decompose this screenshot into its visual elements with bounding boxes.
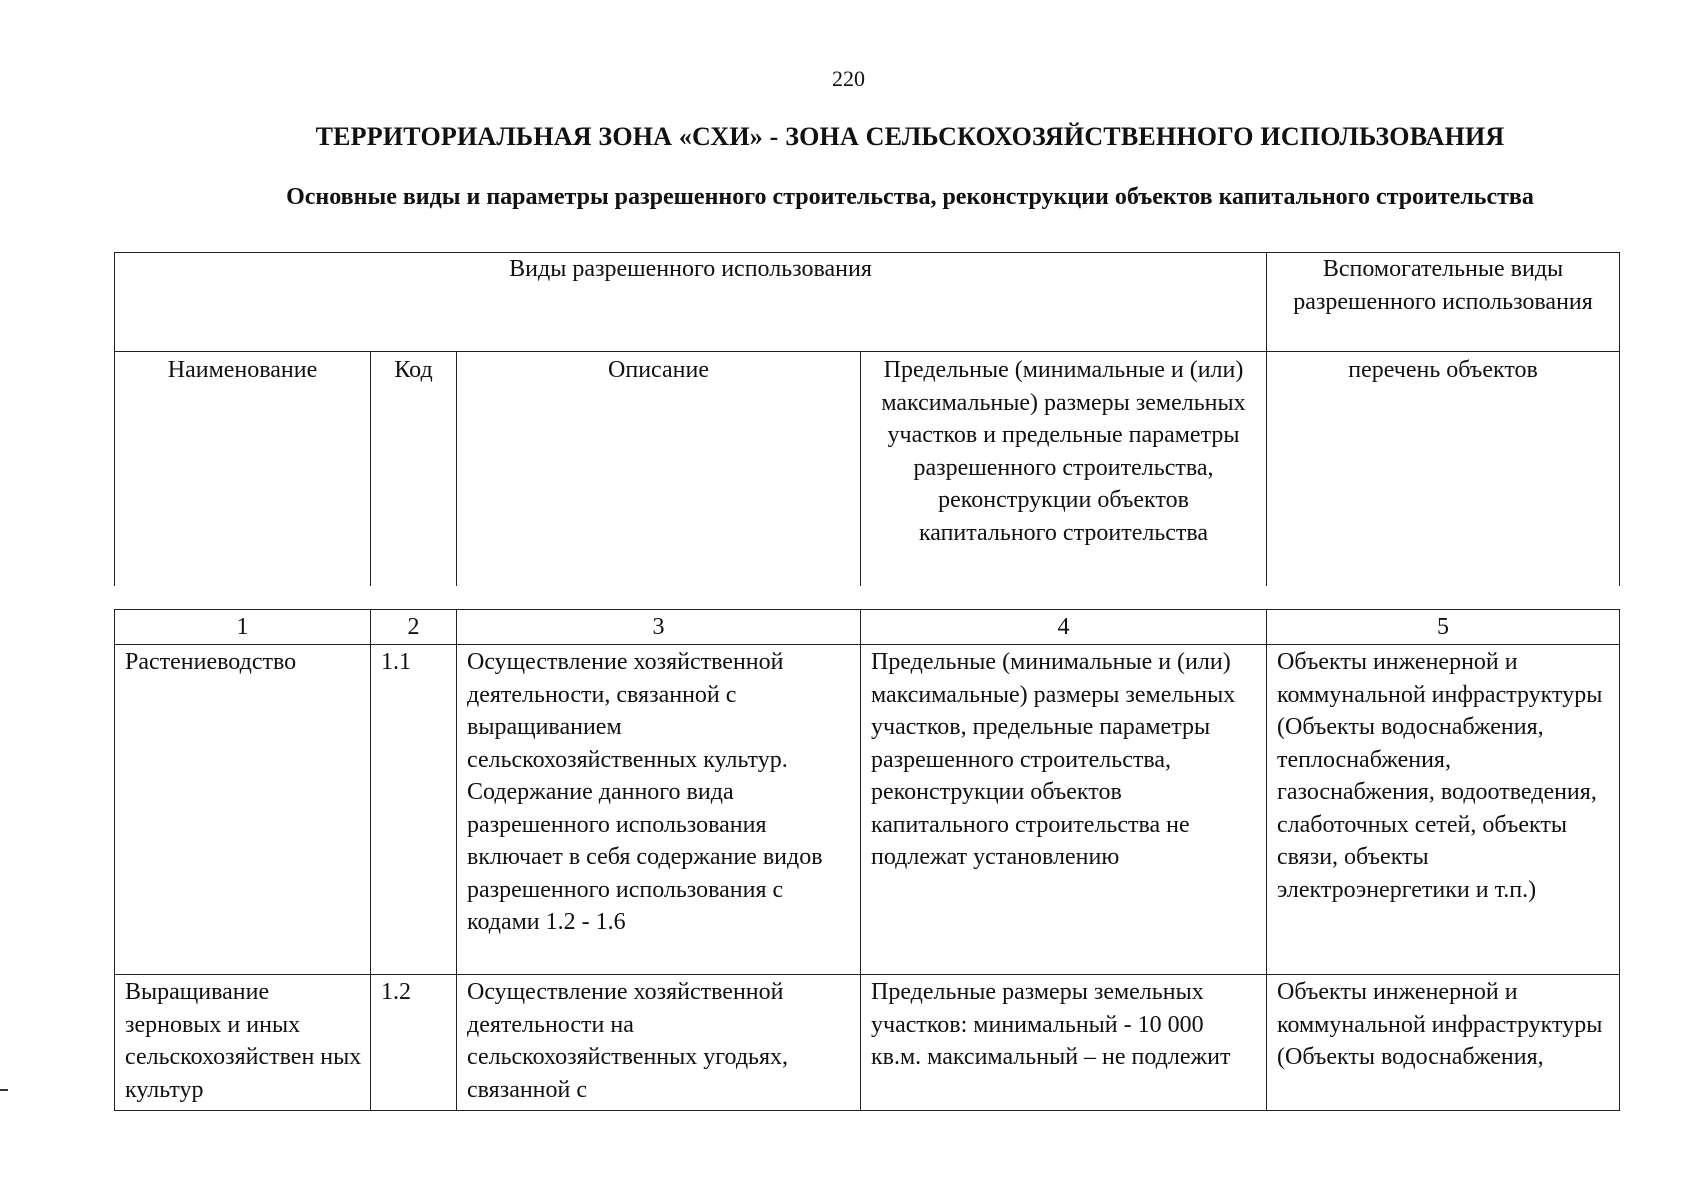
header-name-column: Наименование (115, 352, 371, 587)
margin-mark (0, 1089, 8, 1091)
header-code-column: Код (371, 352, 457, 587)
row-name: Растениеводство (115, 645, 371, 975)
header-objects-column: перечень объектов (1267, 352, 1620, 587)
header-main-group: Виды разрешенного использования (115, 253, 1267, 352)
column-number: 5 (1267, 610, 1620, 645)
table-row (115, 645, 1620, 975)
table-header (114, 252, 1620, 586)
row-auxiliary: Объекты инженерной и коммунальной инфраструктуры (Объекты водоснабжения, теплоснабжения, газоснабжения, водоотведения, слаботочных сетей, объекты связи, объекты электроэнергетики и т.п.) (1267, 645, 1620, 975)
row-description: Осуществление хозяйственной деятельности, связанной с выращиванием сельскохозяйственных культур. Содержание данного вида разрешенного использования включает в себя содержание видов разрешенного использования с кодами 1.2 - 1.6 (457, 645, 861, 975)
page-number: 220 (832, 66, 865, 91)
column-number: 1 (115, 610, 371, 645)
row-code: 1.1 (371, 645, 457, 975)
header-description-column: Описание (457, 352, 861, 587)
column-number: 2 (371, 610, 457, 645)
row-parameters: Предельные (минимальные и (или) максимальные) размеры земельных участков, предельные параметры разрешенного строительства, реконструкции объектов капитального строительства не подлежат установлению (861, 645, 1267, 975)
column-number: 4 (861, 610, 1267, 645)
header-aux-group: Вспомогательные виды разрешенного использования (1267, 253, 1620, 352)
table-row (115, 975, 1620, 1111)
column-number-row (115, 610, 1620, 645)
row-description: Осуществление хозяйственной деятельности на сельскохозяйственных угодьях, связанной с (457, 975, 861, 1111)
zone-title: ТЕРРИТОРИАЛЬНАЯ ЗОНА «СХИ» - ЗОНА СЕЛЬСКОХОЗЯЙСТВЕННОГО ИСПОЛЬЗОВАНИЯ (315, 122, 1505, 151)
section-subtitle: Основные виды и параметры разрешенного строительства, реконструкции объектов капитального строительства (286, 184, 1534, 210)
header-parameters-column: Предельные (минимальные и (или) максимальные) размеры земельных участков и предельные параметры разрешенного строительства, реконструкции объектов капитального строительства (861, 352, 1267, 587)
row-code: 1.2 (371, 975, 457, 1111)
row-parameters: Предельные размеры земельных участков: минимальный - 10 000 кв.м. максимальный – не подлежит (861, 975, 1267, 1111)
row-auxiliary: Объекты инженерной и коммунальной инфраструктуры (Объекты водоснабжения, (1267, 975, 1620, 1111)
zone-table (114, 609, 1620, 1111)
row-name: Выращивание зерновых и иных сельскохозяйствен ных культур (115, 975, 371, 1111)
column-number: 3 (457, 610, 861, 645)
